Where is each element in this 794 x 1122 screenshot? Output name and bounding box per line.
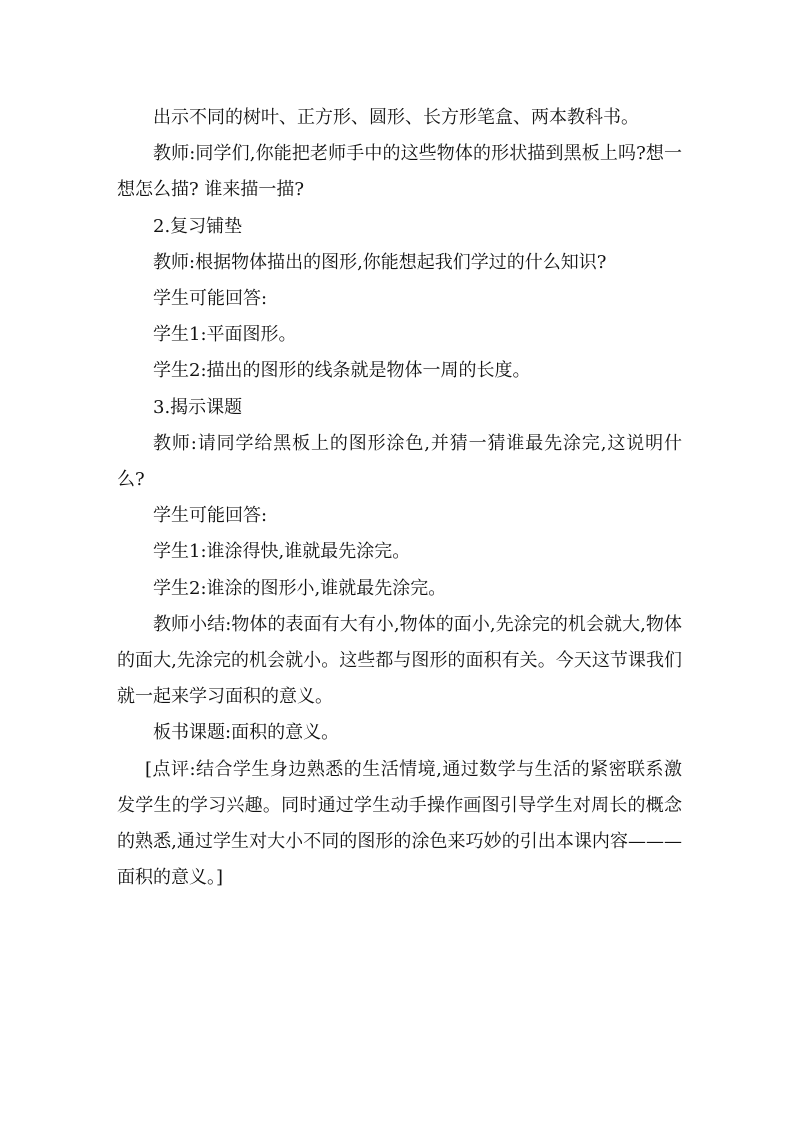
document-page	[117, 100, 682, 896]
paragraph-teacher-coloring-question: 教师:请同学给黑板上的图形涂色,并猜一猜谁最先涂完,这说明什么?	[117, 432, 682, 491]
paragraph-commentary: [点评:结合学生身边熟悉的生活情境,通过数学与生活的紧密联系激发学生的学习兴趣。同时通过学生动手操作画图引导学生对周长的概念的熟悉,通过学生对大小不同的图形的涂色来巧妙的引出本课内容——— 面积的意义。]	[117, 758, 682, 889]
paragraph-show-objects: 出示不同的树叶、正方形、圆形、长方形笔盒、两本教科书。	[153, 107, 639, 128]
paragraph-student2-coloring-answer: 学生2:谁涂的图形小,谁就最先涂完。	[153, 577, 447, 599]
paragraph-teacher-question-knowledge: 教师:根据物体描出的图形,你能想起我们学过的什么知识?	[153, 251, 607, 273]
paragraph-student1-answer: 学生1:平面图形。	[153, 324, 297, 346]
paragraph-student2-answer: 学生2:描出的图形的线条就是物体一周的长度。	[153, 360, 531, 382]
paragraph-student-possible-answers: 学生可能回答:	[153, 288, 268, 310]
paragraph-student1-coloring-answer: 学生1:谁涂得快,谁就最先涂完。	[153, 541, 411, 563]
paragraph-teacher-summary: 教师小结:物体的表面有大有小,物体的面小,先涂完的机会就大,物体的面大,先涂完的机会就小。这些都与图形的面积有关。今天这节课我们就一起来学习面积的意义。	[117, 613, 682, 708]
section-heading-review: 2.复习铺垫	[153, 215, 243, 237]
paragraph-student-possible-answers-2: 学生可能回答:	[153, 505, 268, 527]
paragraph-board-title: 板书课题:面积的意义。	[153, 722, 340, 744]
paragraph-teacher-question-trace: 教师:同学们,你能把老师手中的这些物体的形状描到黑板上吗?想一想怎么描? 谁来描一描?	[117, 143, 682, 201]
section-heading-reveal-topic: 3.揭示课题	[153, 396, 243, 418]
